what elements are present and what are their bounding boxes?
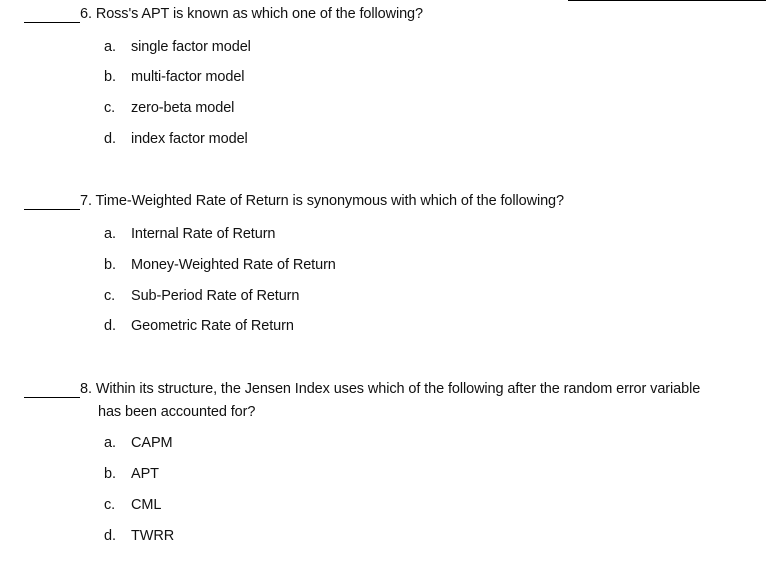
- option-text: CML: [131, 497, 162, 513]
- answer-blank[interactable]: [24, 191, 80, 210]
- option-text: zero-beta model: [131, 100, 235, 116]
- question-stem: [80, 3, 760, 26]
- option-letter: a.: [104, 226, 116, 242]
- option-text: TWRR: [131, 528, 175, 544]
- option-d: [104, 130, 248, 148]
- option-letter: d.: [104, 318, 116, 334]
- answer-blank[interactable]: [24, 379, 80, 398]
- option-c: [104, 496, 161, 514]
- option-letter: d.: [104, 131, 116, 147]
- option-letter: c.: [104, 288, 116, 304]
- option-b: [104, 68, 244, 86]
- question-stem: [80, 190, 760, 213]
- option-text: Geometric Rate of Return: [131, 318, 294, 334]
- option-letter: a.: [104, 39, 116, 55]
- option-a: [104, 225, 275, 243]
- option-text: APT: [131, 466, 159, 482]
- option-b: [104, 256, 336, 274]
- option-text: index factor model: [131, 131, 248, 147]
- option-text: multi-factor model: [131, 69, 245, 85]
- option-a: [104, 434, 173, 452]
- option-letter: c.: [104, 497, 116, 513]
- option-text: Sub-Period Rate of Return: [131, 288, 300, 304]
- option-c: [104, 287, 299, 305]
- top-rule-line: [568, 0, 766, 1]
- option-letter: b.: [104, 257, 116, 273]
- option-text: single factor model: [131, 39, 251, 55]
- option-text: Internal Rate of Return: [131, 226, 276, 242]
- option-text: Money-Weighted Rate of Return: [131, 257, 336, 273]
- answer-blank[interactable]: [24, 4, 80, 23]
- question-stem-text: 8. Within its structure, the Jensen Index uses which of the following after the random error variable: [80, 381, 701, 397]
- option-d: [104, 317, 294, 335]
- option-letter: a.: [104, 435, 116, 451]
- question-stem-continuation: has been accounted for?: [98, 404, 256, 420]
- option-a: [104, 38, 251, 56]
- question-stem-text: 7. Time-Weighted Rate of Return is synonymous with which of the following?: [80, 193, 564, 209]
- option-letter: c.: [104, 100, 116, 116]
- option-b: [104, 465, 159, 483]
- option-letter: b.: [104, 69, 116, 85]
- question-stem-text: 6. Ross's APT is known as which one of the following?: [80, 6, 423, 22]
- option-text: CAPM: [131, 435, 173, 451]
- question-stem: [80, 378, 760, 424]
- option-letter: b.: [104, 466, 116, 482]
- option-d: [104, 527, 174, 545]
- option-letter: d.: [104, 528, 116, 544]
- option-c: [104, 99, 234, 117]
